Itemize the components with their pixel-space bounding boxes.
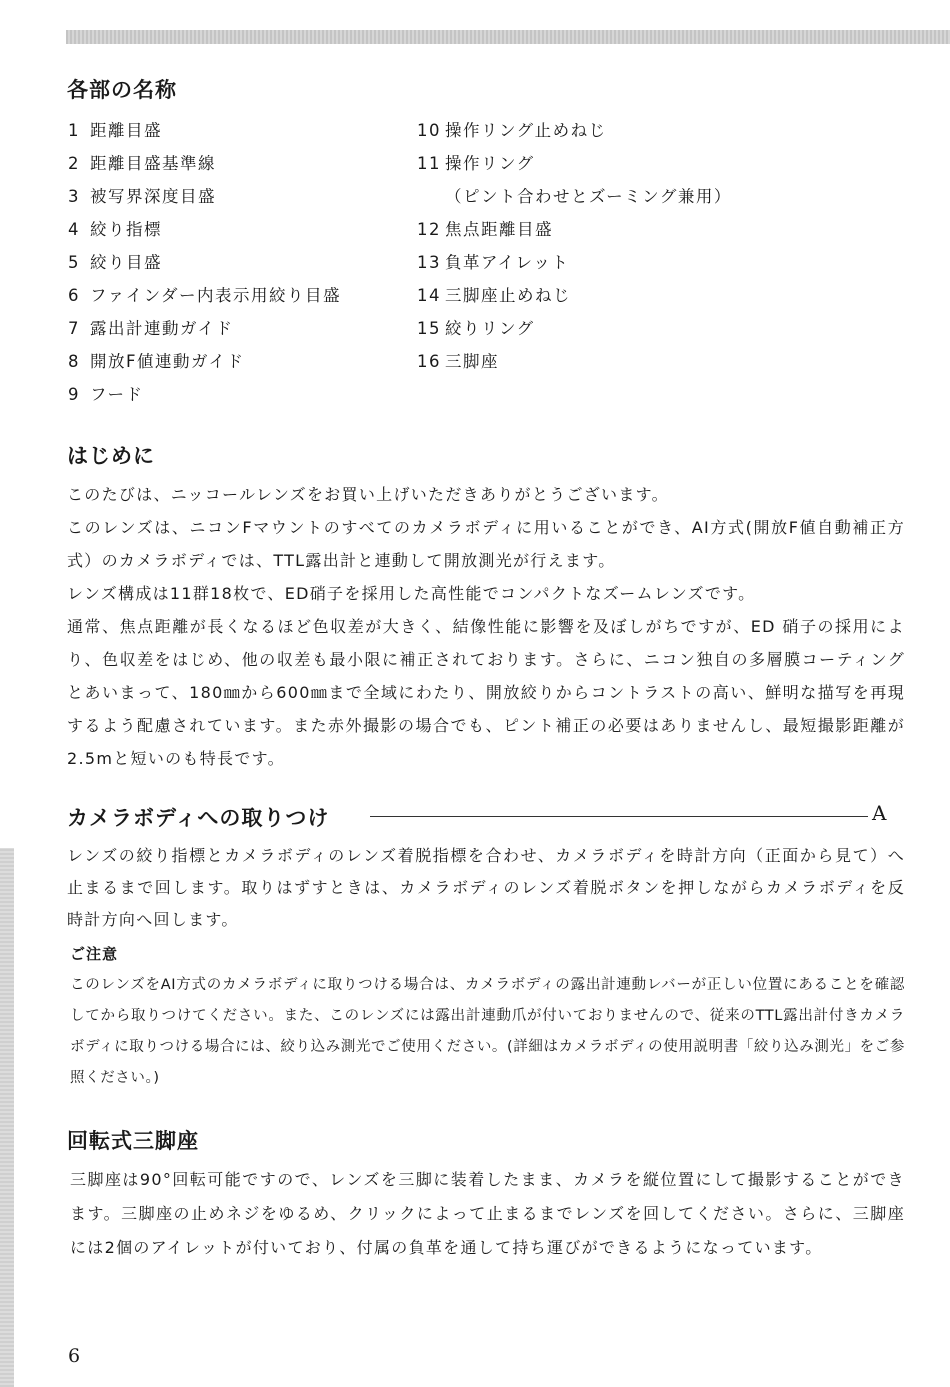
list-item <box>417 285 732 318</box>
intro-paragraph-3: レンズ構成は11群18枚で、ED硝子を採用した高性能でコンパクトなズームレンズです。 <box>67 584 756 603</box>
item-label: 焦点距離目盛 <box>445 220 553 239</box>
item-label: （ピント合わせとズーミング兼用） <box>445 187 732 206</box>
tripod-paragraph: 三脚座は90°回転可能ですので、レンズを三脚に装着したまま、カメラを縦位置にして撮影することができます。三脚座の止めネジをゆるめ、クリックによって止まるまでレンズを回してください。さらに、三脚座には2個のアイレットが付いており、付属の負革を通して持ち運びができるようになっています。 <box>70 1170 905 1257</box>
margin-strip <box>0 848 14 1387</box>
item-label: 開放F値連動ガイド <box>90 352 245 371</box>
item-label: 絞り指標 <box>90 220 162 239</box>
item-label: 三脚座止めねじ <box>445 286 571 305</box>
item-label: 負革アイレット <box>445 253 570 272</box>
item-number: 1 <box>68 121 80 140</box>
item-label: 距離目盛基準線 <box>90 154 216 173</box>
item-label: 被写界深度目盛 <box>90 187 216 206</box>
list-item <box>417 219 732 252</box>
item-number: 16 <box>417 352 441 371</box>
item-number: 4 <box>68 220 80 239</box>
mounting-paragraph: レンズの絞り指標とカメラボディのレンズ着脱指標を合わせ、カメラボディを時計方向（正面から見て）へ止まるまで回します。取りはずすときは、カメラボディのレンズ着脱ボタンを押しながらカメラボディを反時計方向へ回します。 <box>67 846 905 929</box>
tripod-heading: 回転式三脚座 <box>67 1129 199 1153</box>
list-item <box>417 351 732 384</box>
list-item <box>68 120 341 153</box>
item-label: 絞り目盛 <box>90 253 162 272</box>
item-number: 8 <box>68 352 80 371</box>
note-paragraph: このレンズをAI方式のカメラボディに取りつける場合は、カメラボディの露出計連動レバーが正しい位置にあることを確認してから取りつけてください。また、このレンズには露出計連動爪が付いておりませんので、従来のTTL露出計付きカメラボディに取りつける場合には、絞り込み測光でご使用ください。(詳細はカメラボディの使用説明書「絞り込み測光」をご参照ください。) <box>70 977 905 1086</box>
parts-list-left <box>68 120 341 417</box>
item-label: 絞りリング <box>445 319 535 338</box>
list-item <box>68 252 341 285</box>
intro-heading: はじめに <box>67 444 155 468</box>
item-label: 距離目盛 <box>90 121 162 140</box>
item-number: 14 <box>417 286 441 305</box>
item-label: 操作リング止めねじ <box>445 121 607 140</box>
intro-paragraph-1: このたびは、ニッコールレンズをお買い上げいただきありがとうございます。 <box>67 485 669 504</box>
list-item <box>68 153 341 186</box>
header-bar <box>66 30 950 44</box>
item-number: 9 <box>68 385 80 404</box>
list-item <box>68 285 341 318</box>
list-item <box>417 153 732 186</box>
item-number: 10 <box>417 121 441 140</box>
list-item <box>68 219 341 252</box>
mounting-heading: カメラボディへの取りつけ <box>67 806 330 830</box>
list-item <box>417 318 732 351</box>
item-number: 3 <box>68 187 80 206</box>
intro-paragraph-2: このレンズは、ニコンFマウントのすべてのカメラボディに用いることができ、AI方式(開放F値自動補正方式）のカメラボディでは、TTL露出計と連動して開放測光が行えます。 <box>67 518 905 570</box>
item-label: フード <box>90 385 144 404</box>
item-number: 12 <box>417 220 441 239</box>
list-item <box>68 351 341 384</box>
parts-heading: 各部の名称 <box>67 78 177 102</box>
list-item <box>68 318 341 351</box>
item-number: 5 <box>68 253 80 272</box>
list-item <box>417 252 732 285</box>
figure-marker: A <box>872 801 887 825</box>
note-title: ご注意 <box>70 945 119 963</box>
item-label: 露出計連動ガイド <box>90 319 234 338</box>
list-item <box>68 186 341 219</box>
item-number: 13 <box>417 253 441 272</box>
item-number: 2 <box>68 154 80 173</box>
intro-paragraph-4: 通常、焦点距離が長くなるほど色収差が大きく、結像性能に影響を及ぼしがちですが、ED 硝子の採用により、色収差をはじめ、他の収差も最小限に補正されております。さらに、ニコン独自の多層膜コーティングとあいまって、180㎜から600㎜まで全域にわたり、開放絞りからコントラストの高い、鮮明な描写を再現するよう配慮されています。また赤外撮影の場合でも、ピント補正の必要はありませんし、最短撮影距離が2.5mと短いのも特長です。 <box>67 617 905 768</box>
page-number: 6 <box>68 1345 81 1367</box>
item-label: 三脚座 <box>445 352 499 371</box>
list-item <box>417 120 732 153</box>
list-item-note <box>417 186 732 219</box>
list-item <box>68 384 341 417</box>
item-label: 操作リング <box>445 154 535 173</box>
item-number: 6 <box>68 286 80 305</box>
item-number: 15 <box>417 319 441 338</box>
parts-list-right <box>417 120 732 384</box>
item-number: 11 <box>417 154 441 173</box>
heading-rule <box>370 816 868 817</box>
item-label: ファインダー内表示用絞り目盛 <box>90 286 342 305</box>
item-number: 7 <box>68 319 80 338</box>
